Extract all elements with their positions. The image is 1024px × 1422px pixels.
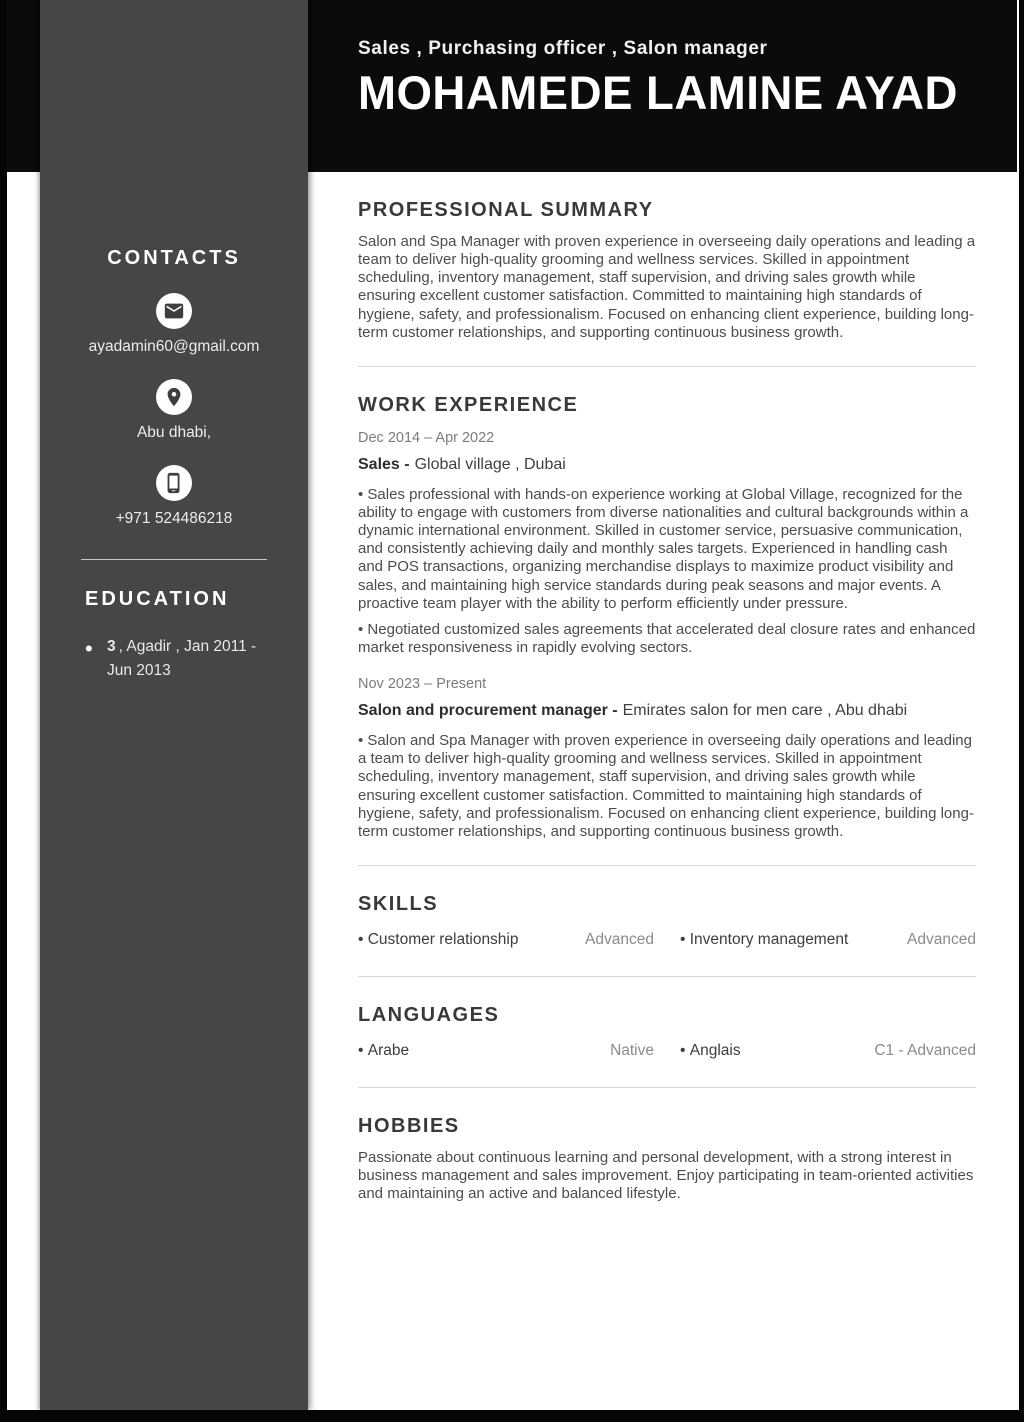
contact-phone-value: +971 524486218 <box>115 510 233 527</box>
skill-level: Advanced <box>585 930 654 948</box>
skills-section <box>358 893 976 949</box>
skill-name: • Inventory management <box>680 931 848 949</box>
skill-item <box>358 931 654 949</box>
job-bullet: • Negotiated customized sales agreements that accelerated deal closure rates and enhanced market responsiveness in rapidly evolving sectors. <box>358 621 976 657</box>
education-section-title: EDUCATION <box>85 588 230 610</box>
section-divider-3 <box>358 976 976 977</box>
location-icon <box>156 379 192 415</box>
contact-item-email <box>40 293 308 356</box>
language-name: • Anglais <box>680 1042 741 1060</box>
sidebar <box>40 0 308 1410</box>
contact-item-phone <box>40 465 308 528</box>
education-entry <box>85 635 280 683</box>
job-bullet: • Sales professional with hands-on experience working at Global Village, recognized for the ability to engage with customers from diverse nationalities and cultural backgrounds within a dynamic international environment. Skilled in customer service, persuasive communication, and consistently achieving daily and monthly sales targets. Experienced in handling cash and POS transactions, organizing merchandise displays to maximize product visibility and sales, and maintaining high service standards during peak seasons and major events. A proactive team player with the ability to perform efficiently under pressure. <box>358 486 976 613</box>
summary-title: PROFESSIONAL SUMMARY <box>358 199 654 221</box>
hobbies-section <box>358 1115 976 1203</box>
job-title-line <box>358 456 976 474</box>
contact-location-value: Abu dhabi, <box>136 424 212 441</box>
skills-row <box>358 931 976 949</box>
job-entry <box>358 430 976 657</box>
job-dates: Dec 2014 – Apr 2022 <box>358 429 495 446</box>
language-level: C1 - Advanced <box>874 1041 976 1059</box>
education-details: , Agadir , Jan 2011 - Jun 2013 <box>107 638 257 680</box>
page-frame-bottom <box>0 1410 1024 1422</box>
email-icon <box>156 293 192 329</box>
job-entry <box>358 676 976 841</box>
sidebar-divider <box>81 559 267 560</box>
hobbies-title: HOBBIES <box>358 1114 460 1137</box>
work-experience-section <box>358 394 976 841</box>
education-degree: 3 <box>107 638 116 655</box>
contact-email-value: ayadamin60@gmail.com <box>88 338 260 355</box>
resume-main-column <box>358 172 976 1203</box>
work-experience-title: WORK EXPERIENCE <box>358 393 579 416</box>
section-divider-1 <box>358 366 976 367</box>
page-frame-left <box>0 0 7 1422</box>
section-divider-2 <box>358 865 976 866</box>
header-job-titles: Sales , Purchasing officer , Salon manager <box>358 38 768 59</box>
skill-item <box>680 931 976 949</box>
contacts-section-title: CONTACTS <box>107 247 241 269</box>
skills-title: SKILLS <box>358 892 439 915</box>
page-frame-right <box>1019 0 1024 1422</box>
job-role: Sales - <box>358 455 410 473</box>
candidate-name: MOHAMEDE LAMINE AYAD <box>358 66 958 119</box>
languages-section <box>358 1004 976 1060</box>
education-section <box>40 588 308 683</box>
job-role: Salon and procurement manager - <box>358 702 618 720</box>
phone-icon <box>156 465 192 501</box>
language-level: Native <box>610 1041 654 1059</box>
contact-item-location <box>40 379 308 442</box>
summary-text: Salon and Spa Manager with proven experience in overseeing daily operations and leading a team to deliver high-quality grooming and wellness services. Skilled in appointment scheduling, inventory management, staff supervision, and driving sales growth while ensuring excellent customer satisfaction. Committed to maintaining high standards of hygiene, safety, and professionalism. Focused on enhancing client experience, building long-term customer relationships, and supporting continuous business growth. <box>358 233 976 341</box>
job-bullet: • Salon and Spa Manager with proven experience in overseeing daily operations and leading a team to deliver high-quality grooming and wellness services. Skilled in appointment scheduling, inventory management, staff supervision, and driving sales growth while ensuring excellent customer satisfaction. Committed to maintaining high standards of hygiene, safety, and professionalism. Focused on enhancing client experience, building long-term customer relationships, and supporting continuous business growth. <box>358 732 976 841</box>
job-company: Global village , Dubai <box>414 455 566 473</box>
hobbies-text: Passionate about continuous learning and personal development, with a strong interest in business management and sales improvement. Enjoy participating in team-oriented activities and maintaining an active and balanced lifestyle. <box>358 1148 974 1203</box>
job-company: Emirates salon for men care , Abu dhabi <box>622 702 908 720</box>
language-item <box>358 1042 654 1060</box>
skill-name: • Customer relationship <box>358 931 519 949</box>
job-dates: Nov 2023 – Present <box>358 676 487 693</box>
job-title-line <box>358 702 976 720</box>
language-item <box>680 1042 976 1060</box>
professional-summary-section <box>358 199 976 342</box>
section-divider-4 <box>358 1087 976 1088</box>
language-name: • Arabe <box>358 1042 409 1060</box>
skill-level: Advanced <box>907 930 976 948</box>
languages-title: LANGUAGES <box>358 1003 500 1026</box>
languages-row <box>358 1042 976 1060</box>
